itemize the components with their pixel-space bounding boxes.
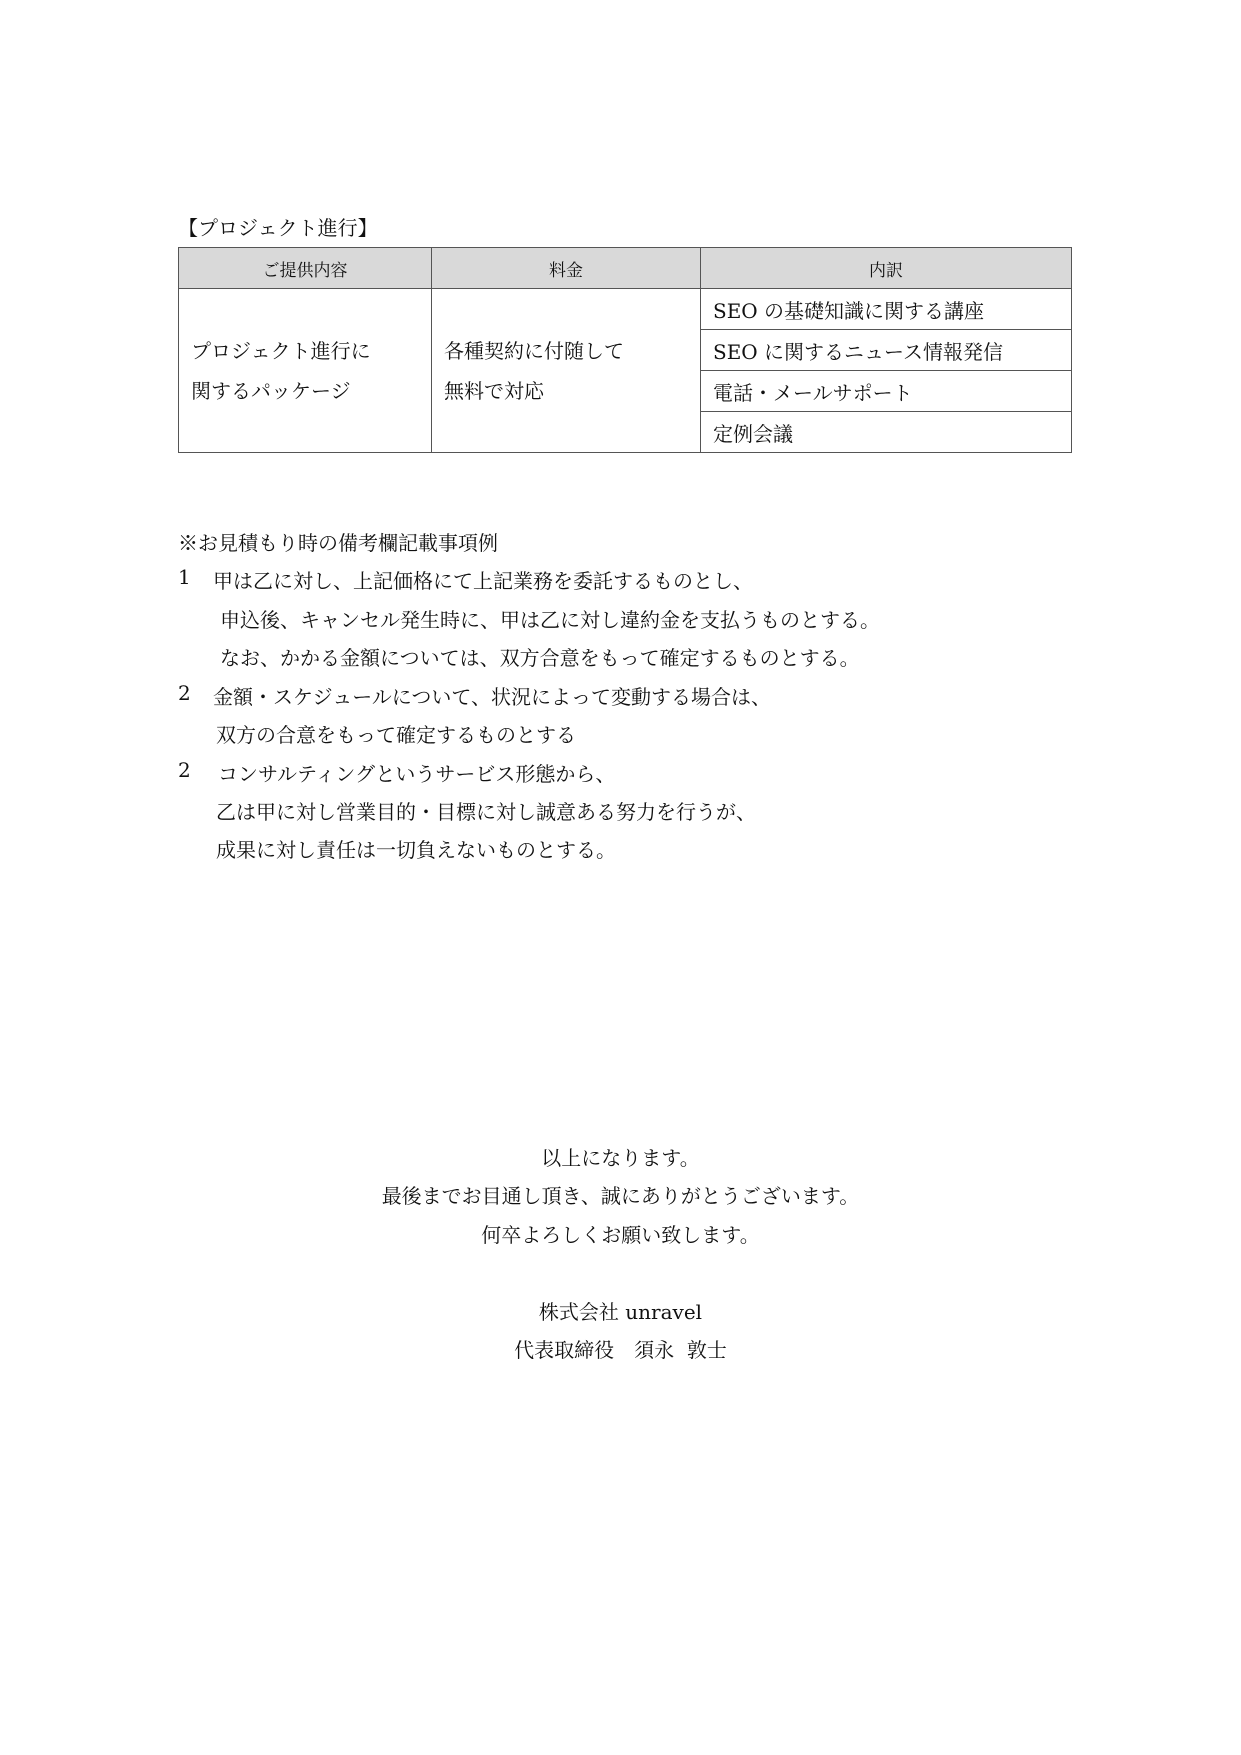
note-line: 甲は乙に対し、上記価格にて上記業務を委託するものとし、 bbox=[213, 569, 753, 593]
note-line: コンサルティングというサービス形態から、 bbox=[218, 762, 616, 786]
project-table bbox=[178, 247, 1072, 453]
closing-line: 何卒よろしくお願い致します。 bbox=[481, 1223, 760, 1247]
breakdown-item: SEO の基礎知識に関する講座 bbox=[701, 289, 1072, 330]
breakdown-item: SEO に関するニュース情報発信 bbox=[701, 330, 1072, 371]
price-line: 各種契約に付随して bbox=[444, 338, 624, 363]
breakdown-item: 定例会議 bbox=[701, 412, 1072, 453]
offering-line: 関するパッケージ bbox=[191, 378, 351, 403]
note-line: 金額・スケジュールについて、状況によって変動する場合は、 bbox=[213, 685, 771, 709]
price-line: 無料で対応 bbox=[444, 378, 544, 403]
section-title: 【プロジェクト進行】 bbox=[178, 216, 378, 240]
note-number: 1 bbox=[178, 565, 191, 589]
header-offering: ご提供内容 bbox=[179, 248, 432, 289]
breakdown-item: 電話・メールサポート bbox=[701, 371, 1072, 412]
note-line: 双方の合意をもって確定するものとする bbox=[216, 723, 576, 747]
note-line: 乙は甲に対し営業目的・目標に対し誠意ある努力を行うが、 bbox=[216, 800, 756, 824]
table-header-row bbox=[179, 248, 1072, 289]
notes-heading: ※お見積もり時の備考欄記載事項例 bbox=[178, 531, 498, 555]
header-price: 料金 bbox=[432, 248, 701, 289]
note-line: 申込後、キャンセル発生時に、甲は乙に対し違約金を支払うものとする。 bbox=[220, 608, 880, 632]
offering-line: プロジェクト進行に bbox=[191, 338, 371, 363]
note-line: なお、かかる金額については、双方合意をもって確定するものとする。 bbox=[220, 646, 860, 670]
closing-line: 以上になります。 bbox=[541, 1146, 700, 1170]
price-cell bbox=[432, 289, 701, 453]
closing-line: 最後までお目通し頂き、誠にありがとうございます。 bbox=[381, 1184, 860, 1208]
company-name: 株式会社 unravel bbox=[538, 1300, 703, 1324]
note-number: 2 bbox=[178, 681, 191, 705]
representative-name: 代表取締役 須永 敦士 bbox=[514, 1338, 727, 1362]
note-line: 成果に対し責任は一切負えないものとする。 bbox=[216, 838, 616, 862]
offering-cell bbox=[179, 289, 432, 453]
note-number: 2 bbox=[178, 758, 191, 782]
header-breakdown: 内訳 bbox=[701, 248, 1072, 289]
table-row bbox=[179, 289, 1072, 330]
